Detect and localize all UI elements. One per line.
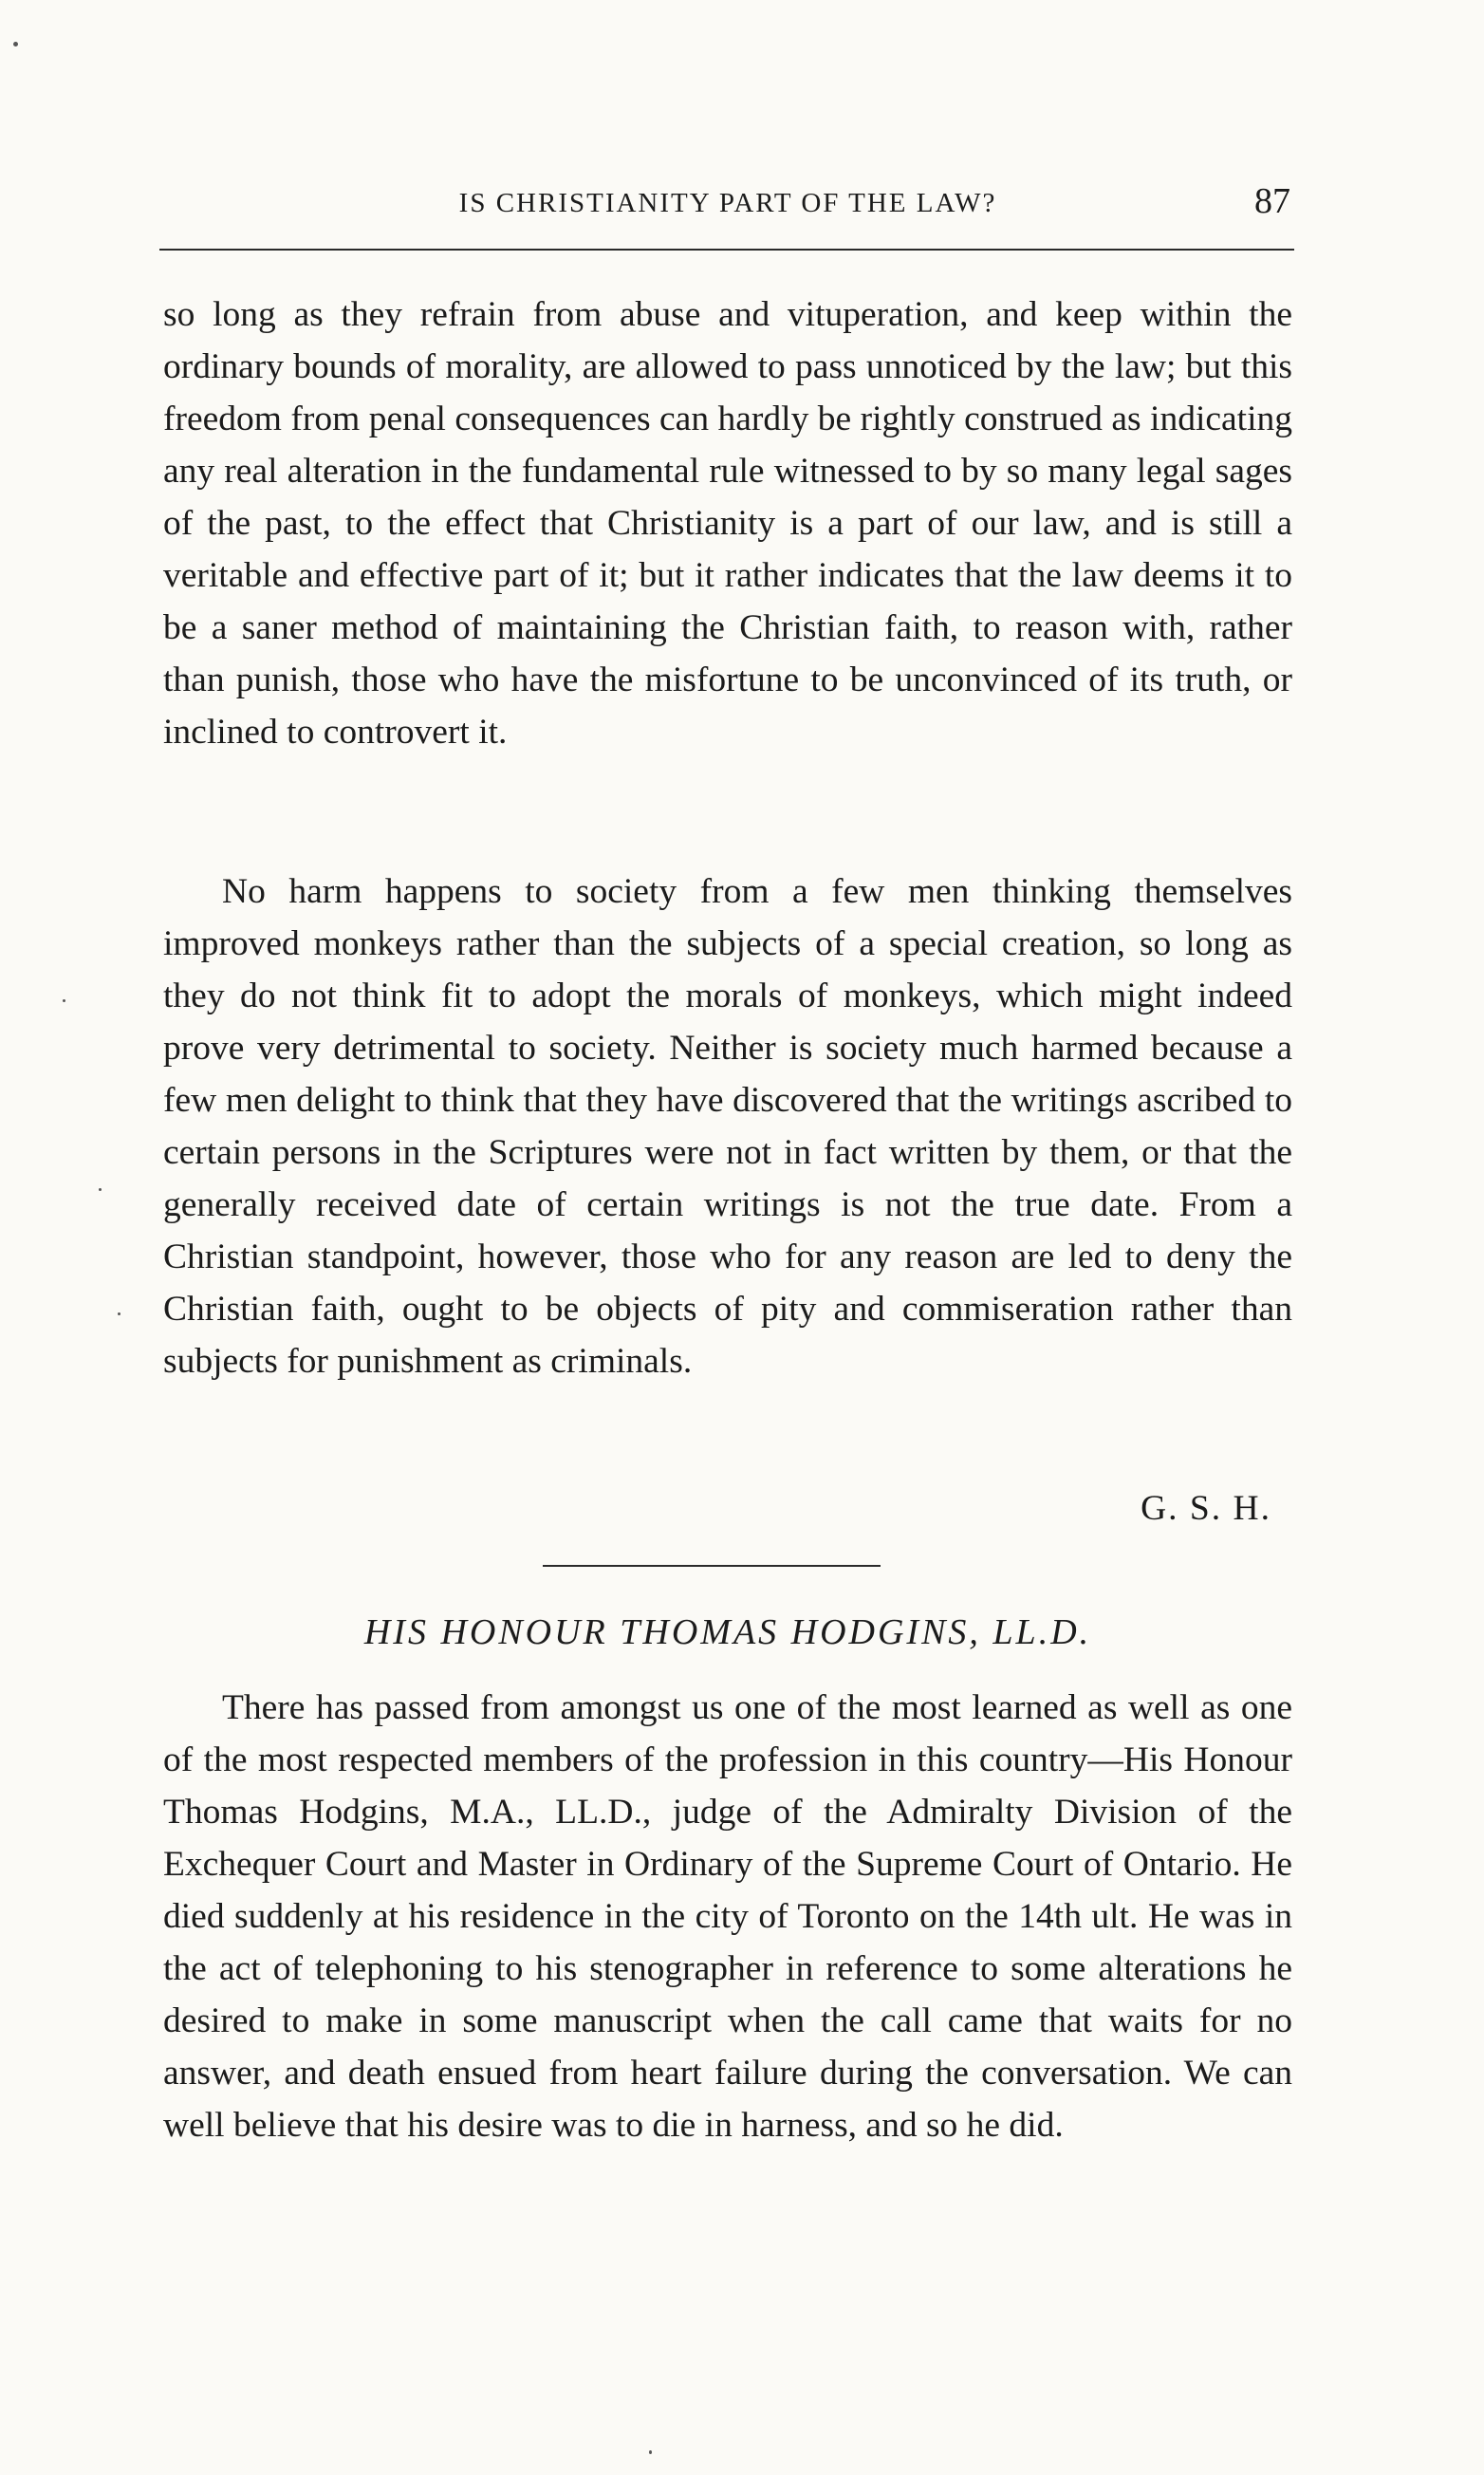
scan-speck [118,1312,121,1315]
scan-speck [649,2450,652,2454]
scan-speck [99,1188,102,1191]
running-head [163,180,1292,228]
article-1-paragraph-2 [163,865,1292,1387]
scan-speck [63,999,65,1002]
scan-speck [13,42,18,47]
paragraph-text: so long as they refrain from abuse and vituperation, and keep within the ordinary bounds of morality, are allowed to pass unnoticed by the law; but this freedom from penal consequences can hardly be rightly construed as indicating any real alteration in the fundamental rule witnessed to by so many legal sages of the past, to the effect that Christianity is a part of our law, and is still a veritable and effective part of it; but it rather indicates that the law deems it to be a saner method of maintaining the Christian faith, to reason with, rather than punish, those who have the misfortune to be unconvinced of its truth, or inclined to controvert it. [163,295,1292,752]
author-signature: G. S. H. [1141,1489,1271,1528]
section-divider [543,1565,881,1567]
page-number: 87 [1254,181,1290,221]
running-title: IS CHRISTIANITY PART OF THE LAW? [458,188,997,218]
header-rule [159,249,1294,251]
section-heading: HIS HONOUR THOMAS HODGINS, LL.D. [363,1612,1092,1652]
article-2-paragraph-1 [163,1682,1292,2151]
article-1-paragraph-1 [163,288,1292,758]
paragraph-text: No harm happens to society from a few men thinking themselves improved monkeys rather than the subjects of a special creation, so long as they do not think fit to adopt the morals of monkeys, which might indeed prove very detrimental to society. Neither is society much harmed because a few men delight to think that they have discovered that the writings ascribed to certain persons in the Scriptures were not in fact written by them, or that the generally received date of certain writings is not the true date. From a Christian standpoint, however, those who for any reason are led to deny the Christian faith, ought to be objects of pity and commiseration rather than subjects for punishment as criminals. [163,872,1292,1381]
paragraph-text: There has passed from amongst us one of the most learned as well as one of the most respected members of the profession in this country—His Honour Thomas Hodgins, M.A., LL.D., judge of the Admiralty Division of the Exchequer Court and Master in Ordinary of the Supreme Court of Ontario. He died suddenly at his residence in the city of Toronto on the 14th ult. He was in the act of telephoning to his stenographer in reference to some alterations he desired to make in some manuscript when the call came that waits for no answer, and death ensued from heart failure during the conversation. We can well believe that his desire was to die in harness, and so he did. [163,1688,1292,2145]
